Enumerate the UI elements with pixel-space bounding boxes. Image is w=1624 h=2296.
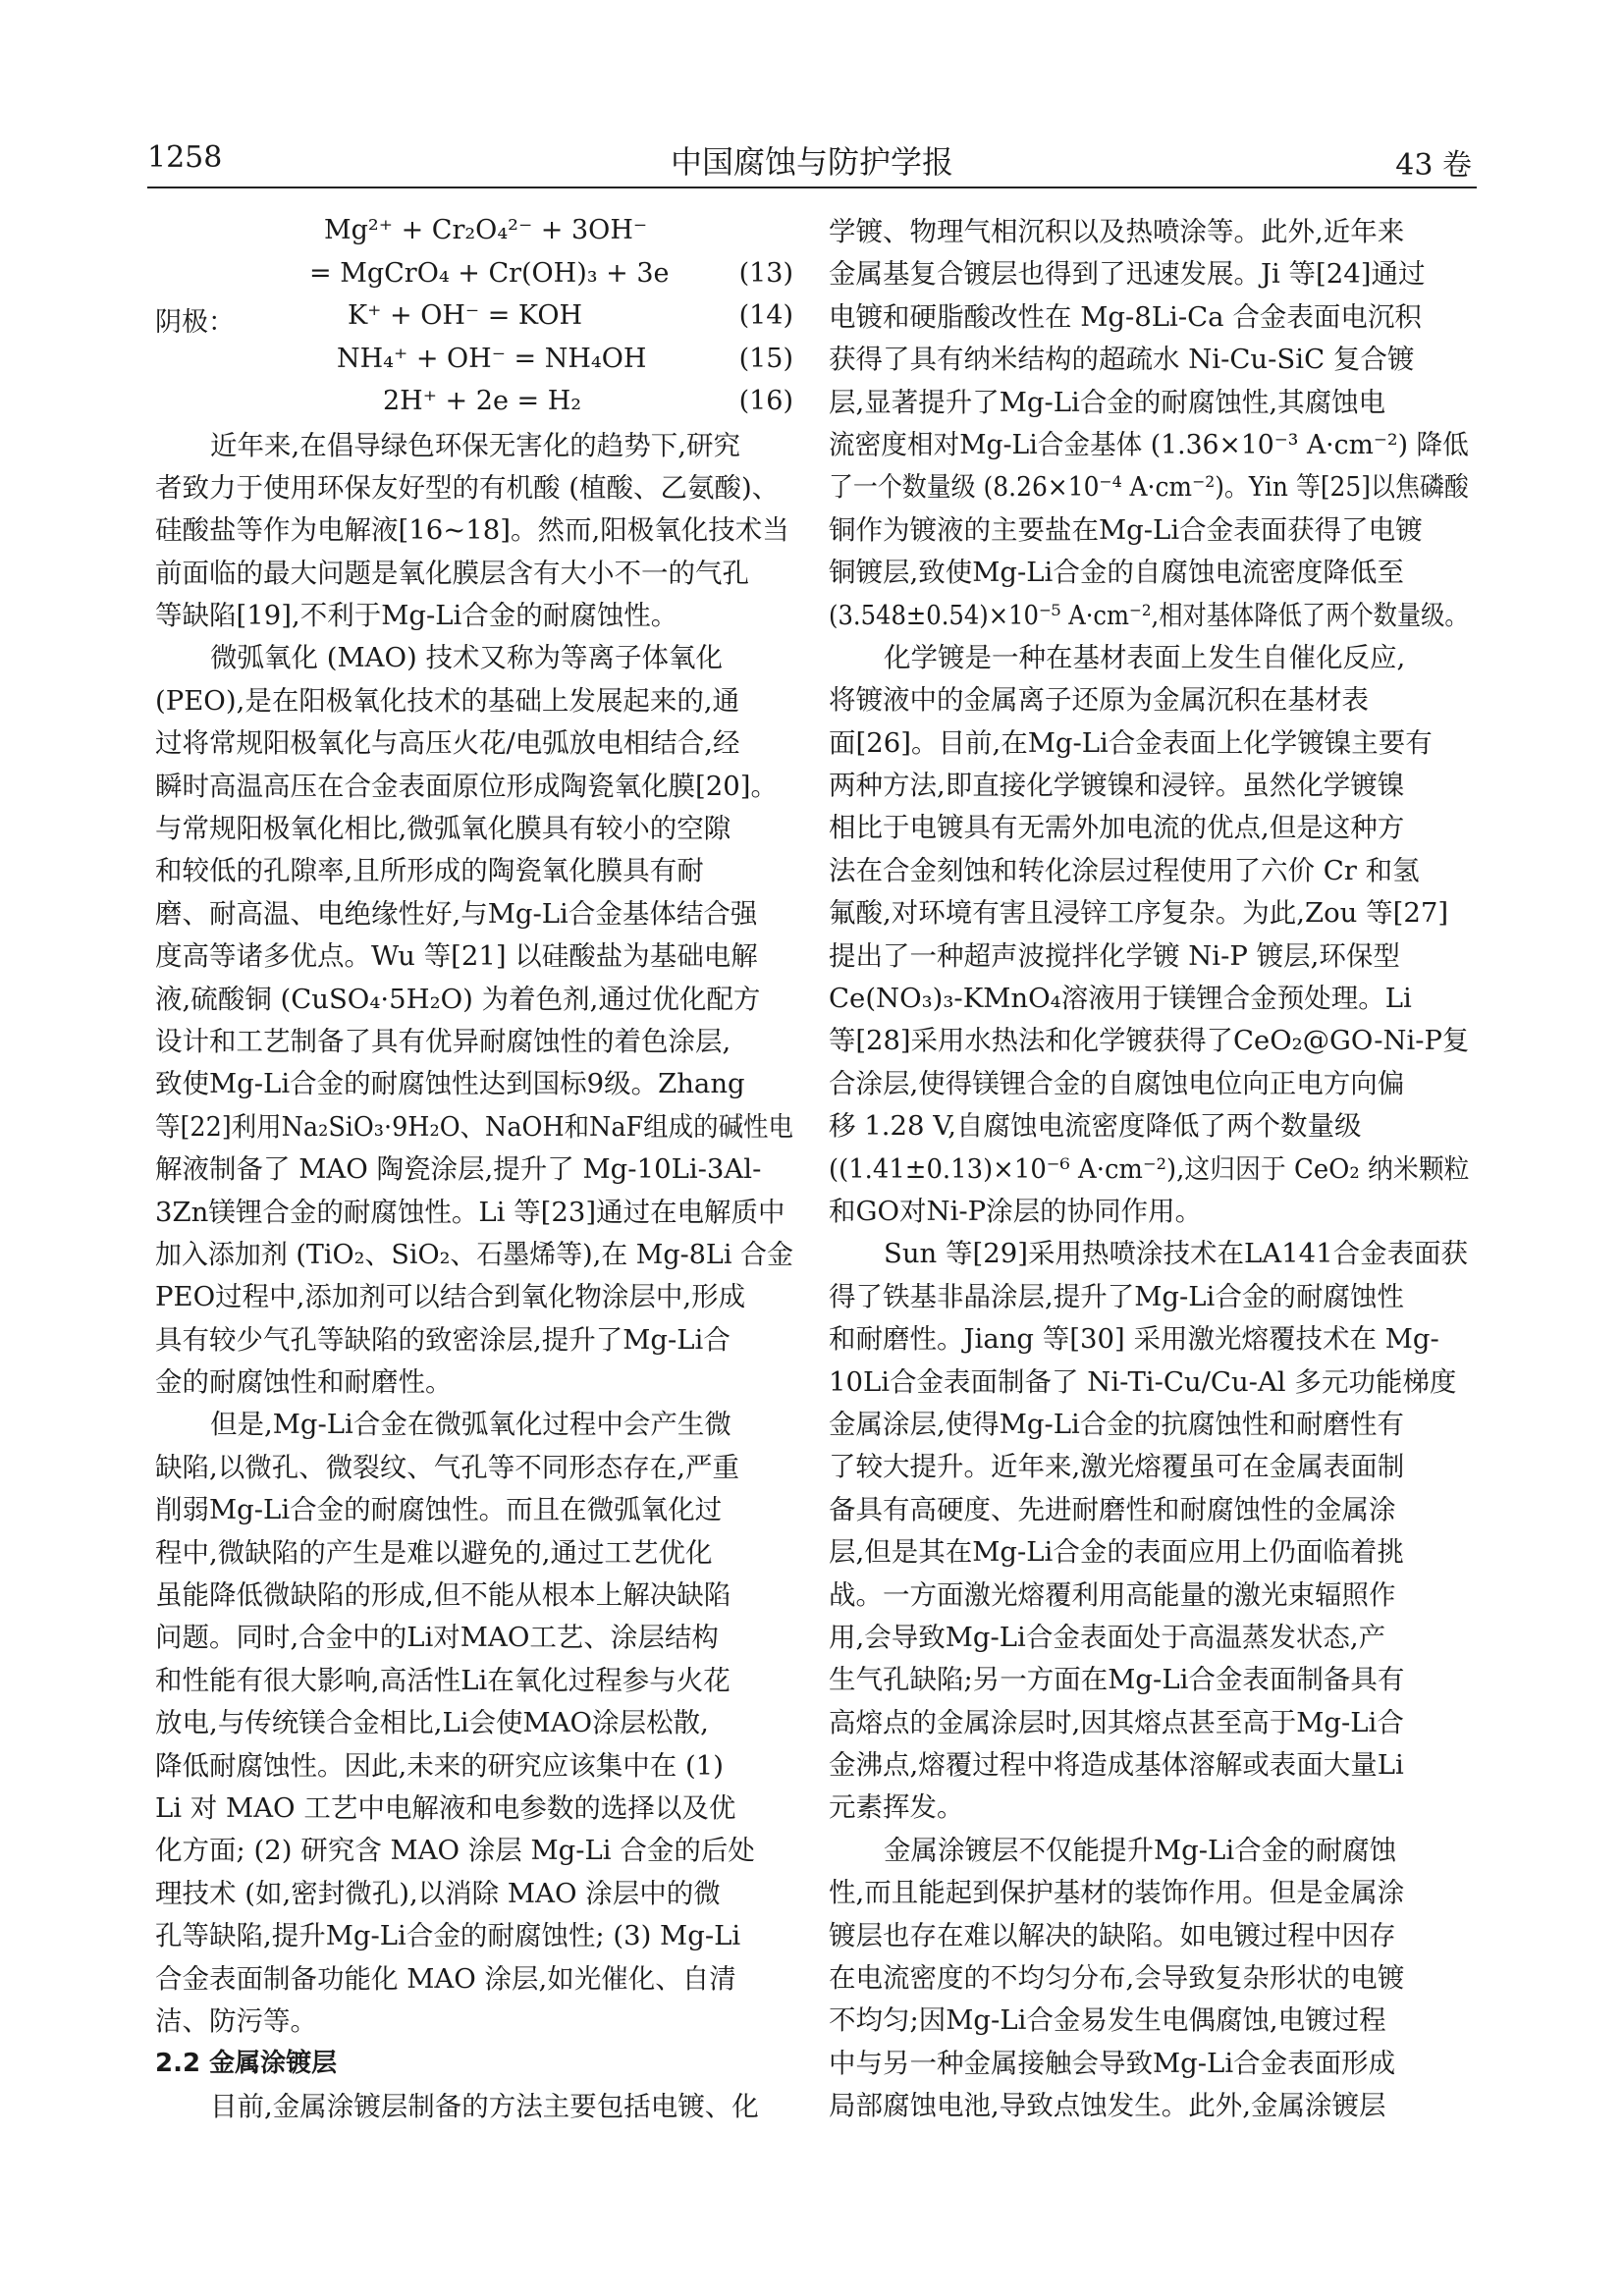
- text-line: 战。一方面激光熔覆利用高能量的激光束辐照作: [829, 1578, 1396, 1611]
- section-heading: 2.2 金属涂镀层: [155, 2049, 338, 2079]
- text-line: 设计和工艺制备了具有优异耐腐蚀性的着色涂层,: [155, 1025, 731, 1057]
- text-line: 中与另一种金属接触会导致Mg-Li合金表面形成: [829, 2047, 1396, 2079]
- text-line: 获得了具有纳米结构的超疏水 Ni-Cu-SiC 复合镀: [829, 344, 1415, 376]
- text-line: 局部腐蚀电池,导致点蚀发生。此外,金属涂镀层: [829, 2090, 1386, 2122]
- text-line: 硅酸盐等作为电解液[16~18]。然而,阳极氧化技术当: [155, 514, 789, 547]
- equation-line: [155, 296, 793, 340]
- equation-expression: 2H⁺ + 2e = H₂: [383, 386, 582, 416]
- text-line: 缺陷,以微孔、微裂纹、气孔等不同形态存在,严重: [155, 1451, 739, 1483]
- text-line: 了一个数量级 (8.26×10⁻⁴ A·cm⁻²)。Yin 等[25]以焦磷酸: [829, 471, 1469, 504]
- equation-number: (15): [738, 343, 793, 374]
- text-line: 金属基复合镀层也得到了迅速发展。Ji 等[24]通过: [829, 258, 1426, 291]
- journal-title: 中国腐蚀与防护学报: [670, 143, 953, 181]
- equation-block: [155, 211, 793, 425]
- text-line: 解液制备了 MAO 陶瓷涂层,提升了 Mg-10Li-3Al-: [155, 1153, 762, 1186]
- text-line: 将镀液中的金属离子还原为金属沉积在基材表: [829, 684, 1369, 717]
- left-body-text: [155, 425, 793, 2129]
- text-line: 镀层也存在难以解决的缺陷。如电镀过程中因存: [829, 1919, 1396, 1951]
- text-line: 相比于电镀具有无需外加电流的优点,但是这种方: [829, 812, 1405, 844]
- text-line: 层,但是其在Mg-Li合金的表面应用上仍面临着挑: [829, 1536, 1404, 1569]
- text-line: 合涂层,使得镁锂合金的自腐蚀电位向正电方向偏: [829, 1067, 1405, 1099]
- text-line: 元素挥发。: [829, 1791, 964, 1824]
- text-line: 过将常规阳极氧化与高压火花/电弧放电相结合,经: [155, 727, 740, 760]
- text-line: 移 1.28 V,自腐蚀电流密度降低了两个数量级: [829, 1110, 1362, 1143]
- text-line: 电镀和硬脂酸改性在 Mg-8Li-Ca 合金表面电沉积: [829, 300, 1422, 333]
- equation-expression: Mg²⁺ + Cr₂O₄²⁻ + 3OH⁻: [324, 215, 648, 245]
- text-line: 具有较少气孔等缺陷的致密涂层,提升了Mg-Li合: [155, 1323, 731, 1356]
- volume-label: 43 卷: [1395, 148, 1472, 183]
- equation-expression: K⁺ + OH⁻ = KOH: [348, 300, 583, 331]
- text-line: 瞬时高温高压在合金表面原位形成陶瓷氧化膜[20]。: [155, 770, 778, 802]
- text-line: 性,而且能起到保护基材的装饰作用。但是金属涂: [829, 1877, 1405, 1909]
- text-line: PEO过程中,添加剂可以结合到氧化物涂层中,形成: [155, 1281, 746, 1313]
- text-line: 面[26]。目前,在Mg-Li合金表面上化学镀镍主要有: [829, 726, 1433, 759]
- text-line: 和较低的孔隙率,且所形成的陶瓷氧化膜具有耐: [155, 855, 704, 887]
- equation-number: (16): [738, 386, 793, 416]
- text-line: (3.548±0.54)×10⁻⁵ A·cm⁻²,相对基体降低了两个数量级。: [829, 599, 1469, 631]
- text-line: 金属涂镀层不仅能提升Mg-Li合金的耐腐蚀: [884, 1834, 1397, 1866]
- equation-line: [155, 254, 793, 297]
- text-line: 10Li合金表面制备了 Ni-Ti-Cu/Cu-Al 多元功能梯度: [829, 1365, 1457, 1398]
- text-line: 化方面; (2) 研究含 MAO 涂层 Mg-Li 合金的后处: [155, 1835, 755, 1867]
- text-line: 孔等缺陷,提升Mg-Li合金的耐腐蚀性; (3) Mg-Li: [155, 1920, 741, 1952]
- text-line: 程中,微缺陷的产生是难以避免的,通过工艺优化: [155, 1536, 713, 1569]
- text-line: 铜镀层,致使Mg-Li合金的自腐蚀电流密度降低至: [829, 557, 1404, 589]
- text-line: 氟酸,对环境有害且浸锌工序复杂。为此,Zou 等[27]: [829, 897, 1449, 930]
- text-line: 两种方法,即直接化学镀镍和浸锌。虽然化学镀镍: [829, 770, 1405, 802]
- text-line: 金属涂层,使得Mg-Li合金的抗腐蚀性和耐磨性有: [829, 1408, 1404, 1440]
- right-column: [829, 211, 1469, 2128]
- text-line: Sun 等[29]采用热喷涂技术在LA141合金表面获: [884, 1238, 1469, 1270]
- text-line: 生气孔缺陷;另一方面在Mg-Li合金表面制备具有: [829, 1664, 1405, 1696]
- page-header: [0, 0, 1624, 187]
- equation-expression: = MgCrO₄ + Cr(OH)₃ + 3e: [309, 257, 670, 289]
- text-line: 加入添加剂 (TiO₂、SiO₂、石墨烯等),在 Mg-8Li 合金: [155, 1238, 793, 1270]
- text-line: 液,硫酸铜 (CuSO₄·5H₂O) 为着色剂,通过优化配方: [155, 983, 761, 1015]
- text-line: 提出了一种超声波搅拌化学镀 Ni-P 镀层,环保型: [829, 939, 1400, 972]
- text-line: 前面临的最大问题是氧化膜层含有大小不一的气孔: [155, 557, 749, 589]
- text-line: 者致力于使用环保友好型的有机酸 (植酸、乙氨酸)、: [155, 471, 780, 504]
- text-line: 层,显著提升了Mg-Li合金的耐腐蚀性,其腐蚀电: [829, 386, 1386, 418]
- text-line: 不均匀;因Mg-Li合金易发生电偶腐蚀,电镀过程: [829, 2004, 1386, 2037]
- equation-expression: NH₄⁺ + OH⁻ = NH₄OH: [337, 343, 647, 374]
- text-line: 理技术 (如,密封微孔),以消除 MAO 涂层中的微: [155, 1877, 721, 1909]
- text-line: 近年来,在倡导绿色环保无害化的趋势下,研究: [210, 429, 740, 461]
- text-line: 等[28]采用水热法和化学镀获得了CeO₂@GO-Ni-P复: [829, 1025, 1470, 1057]
- text-line: 法在合金刻蚀和转化涂层过程使用了六价 Cr 和氢: [829, 854, 1420, 886]
- text-line: 化学镀是一种在基材表面上发生自催化反应,: [884, 641, 1406, 673]
- text-line: 问题。同时,合金中的Li对MAO工艺、涂层结构: [155, 1622, 719, 1654]
- text-line: 等缺陷[19],不利于Mg-Li合金的耐腐蚀性。: [155, 600, 678, 632]
- equation-line: [155, 382, 793, 425]
- text-line: 学镀、物理气相沉积以及热喷涂等。此外,近年来: [829, 216, 1405, 247]
- text-line: 等[22]利用Na₂SiO₃·9H₂O、NaOH和NaF组成的碱性电: [155, 1110, 793, 1143]
- equation-line: [155, 340, 793, 383]
- text-line: 得了铁基非晶涂层,提升了Mg-Li合金的耐腐蚀性: [829, 1280, 1404, 1312]
- text-line: 致使Mg-Li合金的耐腐蚀性达到国标9级。Zhang: [155, 1068, 745, 1100]
- text-line: 目前,金属涂镀层制备的方法主要包括电镀、化: [210, 2090, 759, 2122]
- text-line: 放电,与传统镁合金相比,Li会使MAO涂层松散,: [155, 1707, 709, 1739]
- text-line: 合金表面制备功能化 MAO 涂层,如光催化、自清: [155, 1962, 736, 1995]
- text-line: 铜作为镀液的主要盐在Mg-Li合金表面获得了电镀: [829, 513, 1423, 546]
- text-line: 和GO对Ni-P涂层的协同作用。: [829, 1195, 1203, 1227]
- text-line: ((1.41±0.13)×10⁻⁶ A·cm⁻²),这归因于 CeO₂ 纳米颗粒: [829, 1152, 1470, 1185]
- equation-label: 阴极：: [155, 307, 235, 338]
- text-line: 度高等诸多优点。Wu 等[21] 以硅酸盐为基础电解: [155, 940, 758, 973]
- text-line: 削弱Mg-Li合金的耐腐蚀性。而且在微弧氧化过: [155, 1494, 723, 1526]
- text-line: 和耐磨性。Jiang 等[30] 采用激光熔覆技术在 Mg-: [829, 1323, 1439, 1356]
- text-line: 3Zn镁锂合金的耐腐蚀性。Li 等[23]通过在电解质中: [155, 1196, 785, 1228]
- text-line: 用,会导致Mg-Li合金表面处于高温蒸发状态,产: [829, 1621, 1386, 1653]
- text-line: 降低耐腐蚀性。因此,未来的研究应该集中在 (1): [155, 1749, 724, 1782]
- text-line: 与常规阳极氧化相比,微弧氧化膜具有较小的空隙: [155, 813, 731, 845]
- right-body-text: [829, 211, 1469, 2128]
- header-rule: [147, 187, 1477, 188]
- text-line: 备具有高硬度、先进耐磨性和耐腐蚀性的金属涂: [829, 1493, 1396, 1525]
- text-line: (PEO),是在阳极氧化技术的基础上发展起来的,通: [155, 684, 740, 717]
- text-line: 在电流密度的不均匀分布,会导致复杂形状的电镀: [829, 1962, 1405, 1995]
- text-line: Li 对 MAO 工艺中电解液和电参数的选择以及优: [155, 1792, 736, 1824]
- equation-number: (14): [738, 300, 793, 331]
- left-column: [155, 211, 793, 2128]
- text-line: 微弧氧化 (MAO) 技术又称为等离子体氧化: [210, 642, 724, 674]
- text-line: 高熔点的金属涂层时,因其熔点甚至高于Mg-Li合: [829, 1706, 1404, 1738]
- text-line: Ce(NO₃)₃-KMnO₄溶液用于镁锂合金预处理。Li: [829, 983, 1412, 1015]
- text-line: 虽能降低微缺陷的形成,但不能从根本上解决缺陷: [155, 1579, 731, 1612]
- text-line: 金沸点,熔覆过程中将造成基体溶解或表面大量Li: [829, 1749, 1404, 1782]
- equation-number: (13): [738, 257, 793, 289]
- page-number: 1258: [147, 140, 223, 175]
- equation-line: [155, 211, 793, 254]
- text-line: 金的耐腐蚀性和耐磨性。: [155, 1366, 453, 1399]
- text-line: 但是,Mg-Li合金在微弧氧化过程中会产生微: [210, 1409, 731, 1441]
- text-line: 了较大提升。近年来,激光熔覆虽可在金属表面制: [829, 1451, 1405, 1483]
- text-line: 和性能有很大影响,高活性Li在氧化过程参与火花: [155, 1664, 731, 1696]
- text-line: 洁、防污等。: [155, 2004, 317, 2037]
- text-line: 磨、耐高温、电绝缘性好,与Mg-Li合金基体结合强: [155, 897, 758, 930]
- text-line: 流密度相对Mg-Li合金基体 (1.36×10⁻³ A·cm⁻²) 降低: [829, 428, 1469, 460]
